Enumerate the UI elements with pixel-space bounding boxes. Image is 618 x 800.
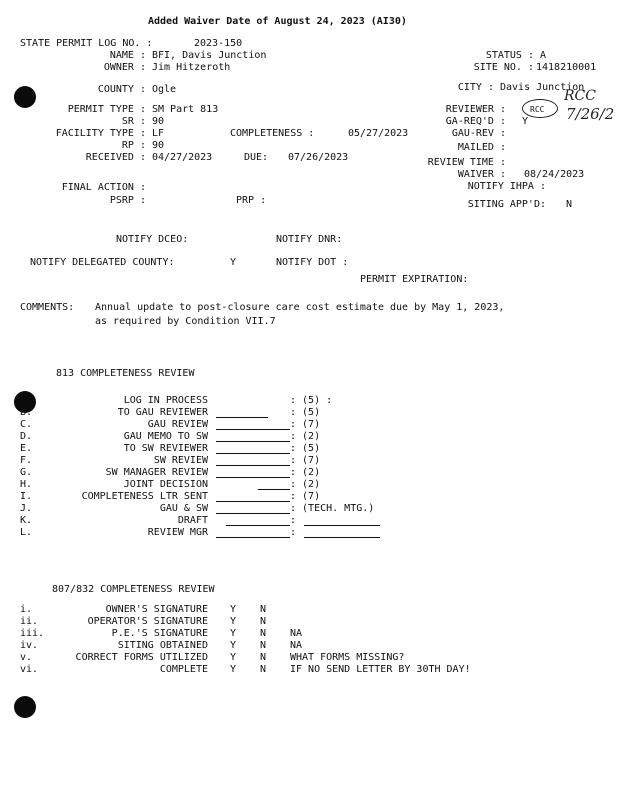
- review-813-letter: J.: [20, 503, 33, 514]
- review-813-date-blank: [216, 477, 290, 478]
- completeness-value: 05/27/2023: [348, 128, 409, 139]
- county-value: Ogle: [152, 84, 177, 95]
- review-813-step-label: TO GAU REVIEWER: [117, 407, 208, 418]
- mailed-label: MAILED :: [457, 142, 506, 153]
- notify-dnr: NOTIFY DNR:: [276, 234, 343, 245]
- review-813-step-label: JOINT DECISION: [123, 479, 208, 490]
- punch-hole-top: [14, 86, 36, 108]
- review-807-item-label: P.E.'S SIGNATURE: [111, 628, 208, 639]
- due-label: DUE:: [244, 152, 269, 163]
- review-813-days: : (5): [290, 443, 321, 454]
- log-no-label: STATE PERMIT LOG NO. :: [20, 38, 153, 49]
- review-807-note: NA: [290, 628, 303, 639]
- review-813-step-label: GAU REVIEW: [147, 419, 208, 430]
- comments-line-2: as required by Condition VII.7: [95, 316, 276, 327]
- review-813-date-blank: [226, 525, 290, 526]
- psrp-label: PSRP :: [109, 195, 146, 206]
- review-807-yes: Y: [230, 616, 237, 627]
- facility-type-value: LF: [152, 128, 165, 139]
- document-title: Added Waiver Date of August 24, 2023 (AI30): [148, 16, 407, 27]
- reviewer-label: REVIEWER :: [445, 104, 506, 115]
- review-time-label: REVIEW TIME :: [427, 157, 506, 168]
- review-807-yes: Y: [230, 640, 237, 651]
- review-807-yes: Y: [230, 628, 237, 639]
- site-no-label: SITE NO. :: [473, 62, 534, 73]
- review-813-days: : (5) :: [290, 395, 333, 406]
- received-value: 04/27/2023: [152, 152, 213, 163]
- review-807-no: N: [260, 640, 267, 651]
- review-807-number: v.: [20, 652, 33, 663]
- siting-label: SITING APP'D:: [467, 199, 546, 210]
- review-807-number: i.: [20, 604, 33, 615]
- review-807-no: N: [260, 664, 267, 675]
- review-813-date-blank: [216, 417, 268, 418]
- notify-dceo: NOTIFY DCEO:: [116, 234, 189, 245]
- waiver-value: 08/24/2023: [524, 169, 585, 180]
- review-807-number: vi.: [20, 664, 39, 675]
- facility-type-label: FACILITY TYPE :: [55, 128, 146, 139]
- handwritten-date: 7/26/2: [566, 105, 615, 123]
- owner-label: OWNER :: [103, 62, 146, 73]
- notify-delegated-county-value: Y: [230, 257, 237, 268]
- review-813-letter: B.: [20, 407, 33, 418]
- permit-type-value: SM Part 813: [152, 104, 219, 115]
- status-label: STATUS :: [485, 50, 534, 61]
- comments-line-1: Annual update to post-closure care cost estimate due by May 1, 2023,: [95, 302, 505, 313]
- review-813-days: : (TECH. MTG.): [290, 503, 375, 514]
- waiver-label: WAIVER :: [457, 169, 506, 180]
- review-813-letter: D.: [20, 431, 33, 442]
- review-813-step-label: REVIEW MGR: [147, 527, 208, 538]
- review-813-step-label: GAU & SW: [159, 503, 208, 514]
- notify-dot: NOTIFY DOT :: [276, 257, 349, 268]
- site-no-value: 1418210001: [536, 62, 597, 73]
- review-813-letter: I.: [20, 491, 33, 502]
- review-807-note: NA: [290, 640, 303, 651]
- review-813-date-blank: [258, 489, 290, 490]
- review-807-yes: Y: [230, 652, 237, 663]
- rp-label: RP :: [121, 140, 146, 151]
- review-813-letter: G.: [20, 467, 33, 478]
- review-807-no: N: [260, 628, 267, 639]
- sr-label: SR :: [121, 116, 146, 127]
- review-807-yes: Y: [230, 664, 237, 675]
- review-813-days: : (2): [290, 431, 321, 442]
- status-value: A: [540, 50, 547, 61]
- prp-label: PRP :: [236, 195, 267, 206]
- review-813-days: : (5): [290, 407, 321, 418]
- review-807-no: N: [260, 616, 267, 627]
- due-value: 07/26/2023: [288, 152, 349, 163]
- review-813-date-blank: [216, 537, 290, 538]
- completeness-label: COMPLETENESS :: [230, 128, 315, 139]
- review-813-step-label: LOG IN PROCESS: [123, 395, 208, 406]
- review-807-number: ii.: [20, 616, 39, 627]
- permit-type-label: PERMIT TYPE :: [67, 104, 146, 115]
- review-813-days: :: [290, 527, 297, 538]
- sr-value: 90: [152, 116, 165, 127]
- city-label: CITY :: [457, 82, 494, 93]
- city-value: Davis Junction: [500, 82, 585, 93]
- review-813-days: : (2): [290, 479, 321, 490]
- review-813-date-blank: [216, 513, 290, 514]
- review-813-step-label: GAU MEMO TO SW: [123, 431, 208, 442]
- review-807-number: iv.: [20, 640, 39, 651]
- notify-ihpa-label: NOTIFY IHPA :: [467, 181, 546, 192]
- review-813-days: : (7): [290, 491, 321, 502]
- review-807-number: iii.: [20, 628, 45, 639]
- ga-req-label: GA-REQ'D :: [445, 116, 506, 127]
- notify-delegated-county-label: NOTIFY DELEGATED COUNTY:: [30, 257, 175, 268]
- review-813-second-blank: [304, 525, 380, 526]
- siting-value: N: [566, 199, 573, 210]
- review-807-no: N: [260, 604, 267, 615]
- review-813-date-blank: [216, 501, 290, 502]
- comments-label: COMMENTS:: [20, 302, 75, 313]
- review-807-item-label: OWNER'S SIGNATURE: [105, 604, 208, 615]
- review-813-letter: F.: [20, 455, 33, 466]
- review-813-step-label: DRAFT: [177, 515, 208, 526]
- review-813-days: : (2): [290, 467, 321, 478]
- review-813-letter: H.: [20, 479, 33, 490]
- review-813-title: 813 COMPLETENESS REVIEW: [56, 368, 195, 379]
- log-no-value: 2023-150: [194, 38, 243, 49]
- review-807-item-label: OPERATOR'S SIGNATURE: [87, 616, 208, 627]
- county-label: COUNTY :: [97, 84, 146, 95]
- punch-hole-bottom: [14, 696, 36, 718]
- review-813-date-blank: [216, 453, 290, 454]
- review-807-item-label: COMPLETE: [159, 664, 208, 675]
- review-813-step-label: COMPLETENESS LTR SENT: [81, 491, 208, 502]
- review-807-note: WHAT FORMS MISSING?: [290, 652, 405, 663]
- ga-req-value: Y: [522, 116, 529, 127]
- review-813-letter: E.: [20, 443, 33, 454]
- name-label: NAME :: [109, 50, 146, 61]
- review-807-no: N: [260, 652, 267, 663]
- gau-rev-label: GAU-REV :: [451, 128, 506, 139]
- review-813-date-blank: [216, 429, 290, 430]
- reviewer-value: RCC: [530, 105, 545, 114]
- owner-value: Jim Hitzeroth: [152, 62, 231, 73]
- name-value: BFI, Davis Junction: [152, 50, 267, 61]
- review-807-item-label: CORRECT FORMS UTILIZED: [75, 652, 208, 663]
- review-807-item-label: SITING OBTAINED: [117, 640, 208, 651]
- review-813-days: : (7): [290, 419, 321, 430]
- permit-expiration-label: PERMIT EXPIRATION:: [360, 274, 469, 285]
- review-813-date-blank: [216, 441, 290, 442]
- handwritten-initials: RCC: [564, 88, 596, 104]
- review-807-note: IF NO SEND LETTER BY 30TH DAY!: [290, 664, 471, 675]
- review-813-step-label: TO SW REVIEWER: [123, 443, 208, 454]
- review-813-letter: L.: [20, 527, 33, 538]
- review-813-letter: K.: [20, 515, 33, 526]
- review-813-letter: C.: [20, 419, 33, 430]
- rp-value: 90: [152, 140, 165, 151]
- review-807-yes: Y: [230, 604, 237, 615]
- review-813-step-label: SW MANAGER REVIEW: [105, 467, 208, 478]
- received-label: RECEIVED :: [85, 152, 146, 163]
- review-813-days: : (7): [290, 455, 321, 466]
- review-807-title: 807/832 COMPLETENESS REVIEW: [52, 584, 215, 595]
- review-813-days: :: [290, 515, 297, 526]
- final-action-label: FINAL ACTION :: [61, 182, 146, 193]
- review-813-date-blank: [216, 465, 290, 466]
- review-813-step-label: SW REVIEW: [153, 455, 208, 466]
- review-813-second-blank: [304, 537, 380, 538]
